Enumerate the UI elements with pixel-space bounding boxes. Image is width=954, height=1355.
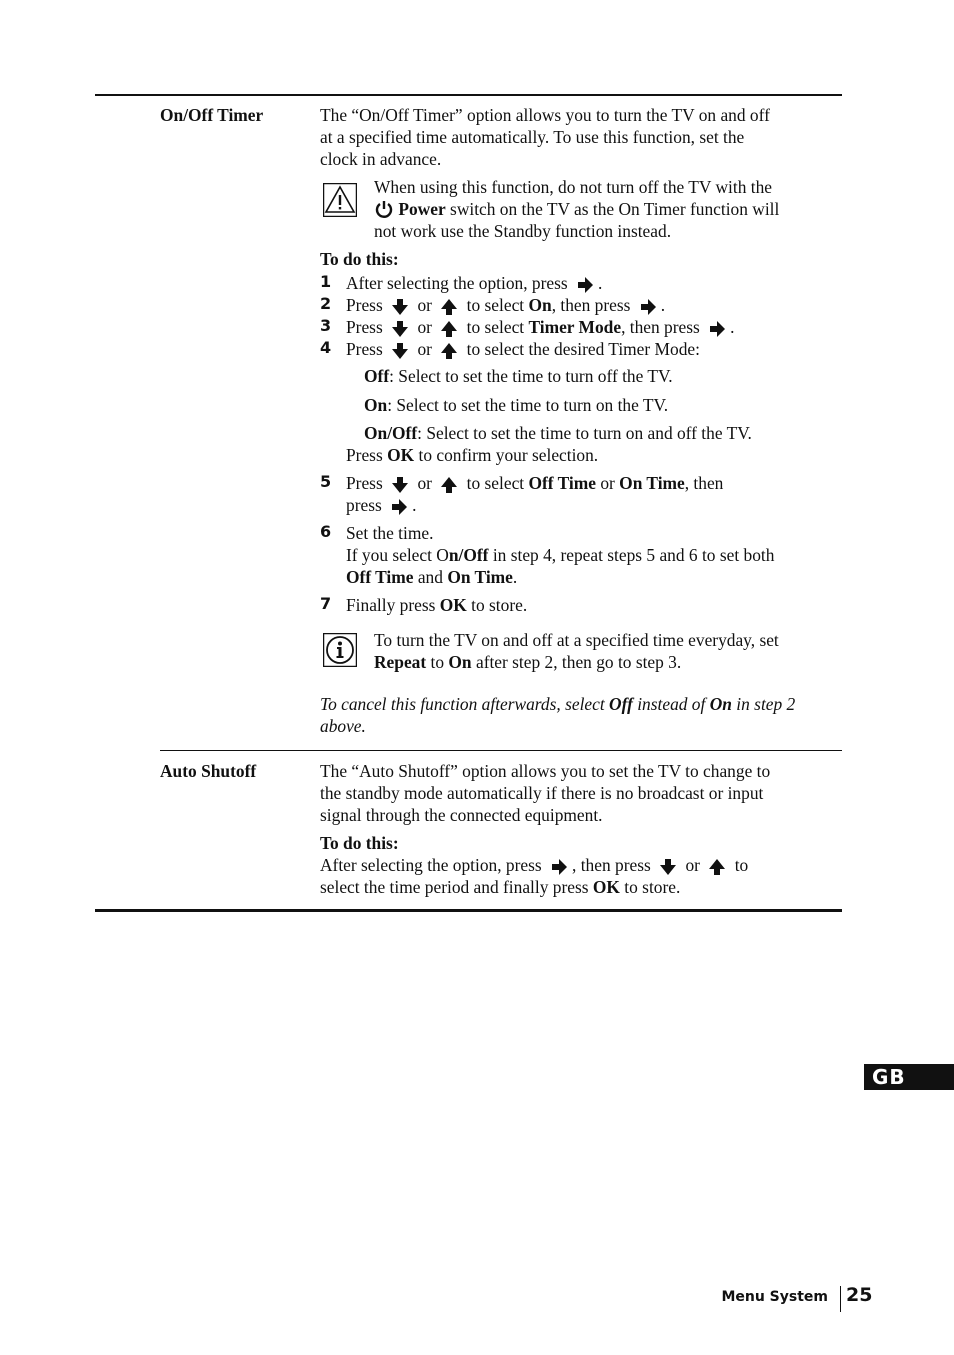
mode-on [364,394,668,416]
language-tab-label: GB [872,1065,906,1089]
info-text: To turn the TV on and off at a specified time everyday, set [374,630,779,650]
step-text: . [512,567,518,587]
cancel-note [320,693,795,715]
step-1 [346,272,602,294]
note-text: To cancel this function afterwards, select [320,694,605,714]
intro-line: clock in advance. [320,149,442,169]
arrow-down-icon [390,320,410,338]
step-text: , then [684,473,724,493]
auto-shutoff-instruction [320,854,748,876]
arrow-down-icon [390,476,410,494]
note-bold: On [709,694,732,714]
step-text: Finally press [346,595,436,615]
step-text: . [730,317,735,337]
power-icon [374,200,394,218]
step-text: to select [466,295,525,315]
step-text: If you select O [346,545,449,565]
intro-line: at a specified time automatically. To use this function, set the [320,127,745,147]
arrow-right-icon [389,498,409,516]
warning-text: switch on the TV as the On Timer function will [450,199,780,219]
note-bold: Off [609,694,633,714]
step-text: to select the desired Timer Mode: [466,339,700,359]
step-text: or [417,317,432,337]
arrow-down-icon [658,858,678,876]
info-text-line2 [374,651,681,673]
mode-name: On/Off [364,423,418,443]
arrow-down-icon [390,342,410,360]
instruction-text: or [685,855,700,875]
step-6-detail [346,544,774,566]
step-text: and [417,567,443,587]
arrow-up-icon [439,320,459,338]
ok-label: OK [439,595,467,615]
step-bold: n/Off [448,545,489,565]
mode-name: Off [364,366,390,386]
section-divider [160,750,842,751]
arrow-down-icon [390,298,410,316]
step-text: or [417,295,432,315]
step-5-cont [346,494,416,516]
mode-off [364,365,673,387]
mode-desc: : Select to set the time to turn on the TV. [387,395,669,415]
ok-label: OK [592,877,620,897]
mode-desc: : Select to set the time to turn off the TV. [389,366,673,386]
step-text: to select [466,317,525,337]
step-5 [346,472,723,494]
step-number: 4 [320,338,332,357]
step-number: 6 [320,522,332,541]
step-text: . [660,295,666,315]
confirm-text: to confirm your selection. [418,445,599,465]
off-time-label: Off Time [346,567,414,587]
step-text: in step 4, repeat steps 5 and 6 to set both [492,545,775,565]
step-bold: Timer Mode [528,317,622,337]
note-text: instead of [637,694,706,714]
step-text: Press [346,473,383,493]
todo-label: To do this: [320,249,399,269]
step-text: Press [346,317,383,337]
intro-line: The “On/Off Timer” option allows you to turn the TV on and off [320,105,770,125]
top-rule [95,94,842,96]
info-text: to [430,652,445,672]
arrow-right-icon [575,276,595,294]
arrow-up-icon [439,298,459,316]
step-text: Press [346,339,383,359]
warning-text-line2 [374,198,779,220]
step-number: 1 [320,272,332,291]
instruction-text: After selecting the option, press [320,855,542,875]
step-text: press [346,495,382,515]
note-text: in step 2 [736,694,796,714]
step-6: Set the time. [346,523,434,543]
on-time-label: On Time [447,567,513,587]
arrow-right-icon [707,320,727,338]
intro-line: signal through the connected equipment. [320,805,603,825]
section-heading-on-off-timer: On/Off Timer [160,105,264,125]
intro-line: The “Auto Shutoff” option allows you to set the TV to change to [320,761,771,781]
confirm-line [346,444,598,466]
step-number: 3 [320,316,332,335]
instruction-text: to store. [624,877,681,897]
footer-section-label: Menu System [721,1289,828,1305]
step-text: or [417,473,432,493]
step-text: Press [346,295,383,315]
power-label: Power [398,199,446,219]
instruction-text: to [734,855,749,875]
step-text: or [417,339,432,359]
step-6-detail [346,566,517,588]
warning-text: When using this function, do not turn off the TV with the [374,177,773,197]
off-time-label: Off Time [528,473,596,493]
warning-triangle-icon [323,183,357,217]
ok-label: OK [387,445,415,465]
step-bold: On [528,295,552,315]
step-2 [346,294,665,316]
auto-shutoff-instruction [320,876,680,898]
step-text: . [412,495,417,515]
arrow-up-icon [439,342,459,360]
arrow-right-icon [549,858,569,876]
step-text: or [600,473,615,493]
info-icon [323,633,357,667]
arrow-right-icon [638,298,658,316]
step-text: . [598,273,603,293]
instruction-text: select the time period and finally press [320,877,589,897]
on-label: On [448,652,472,672]
instruction-text: , then press [572,855,651,875]
cancel-note: above. [320,716,366,736]
bottom-rule [95,909,842,912]
step-text: , then press [621,317,700,337]
step-4 [346,338,700,360]
step-number: 2 [320,294,332,313]
on-time-label: On Time [619,473,685,493]
step-3 [346,316,735,338]
todo-label: To do this: [320,833,399,853]
step-7 [346,594,527,616]
mode-name: On [364,395,388,415]
intro-line: the standby mode automatically if there is no broadcast or input [320,783,764,803]
info-text: after step 2, then go to step 3. [475,652,682,672]
arrow-up-icon [707,858,727,876]
step-text: , then press [551,295,631,315]
step-number: 5 [320,472,332,491]
warning-text: not work use the Standby function instead. [374,221,672,241]
confirm-text: Press [346,445,383,465]
arrow-up-icon [439,476,459,494]
step-text: to select [466,473,525,493]
step-text: to store. [471,595,528,615]
footer-divider [840,1286,841,1312]
step-number: 7 [320,594,332,613]
page-number: 25 [846,1284,873,1306]
mode-on-off [364,422,752,444]
section-heading-auto-shutoff: Auto Shutoff [160,761,257,781]
repeat-label: Repeat [374,652,427,672]
step-text: After selecting the option, press [346,273,568,293]
mode-desc: : Select to set the time to turn on and off the TV. [417,423,752,443]
